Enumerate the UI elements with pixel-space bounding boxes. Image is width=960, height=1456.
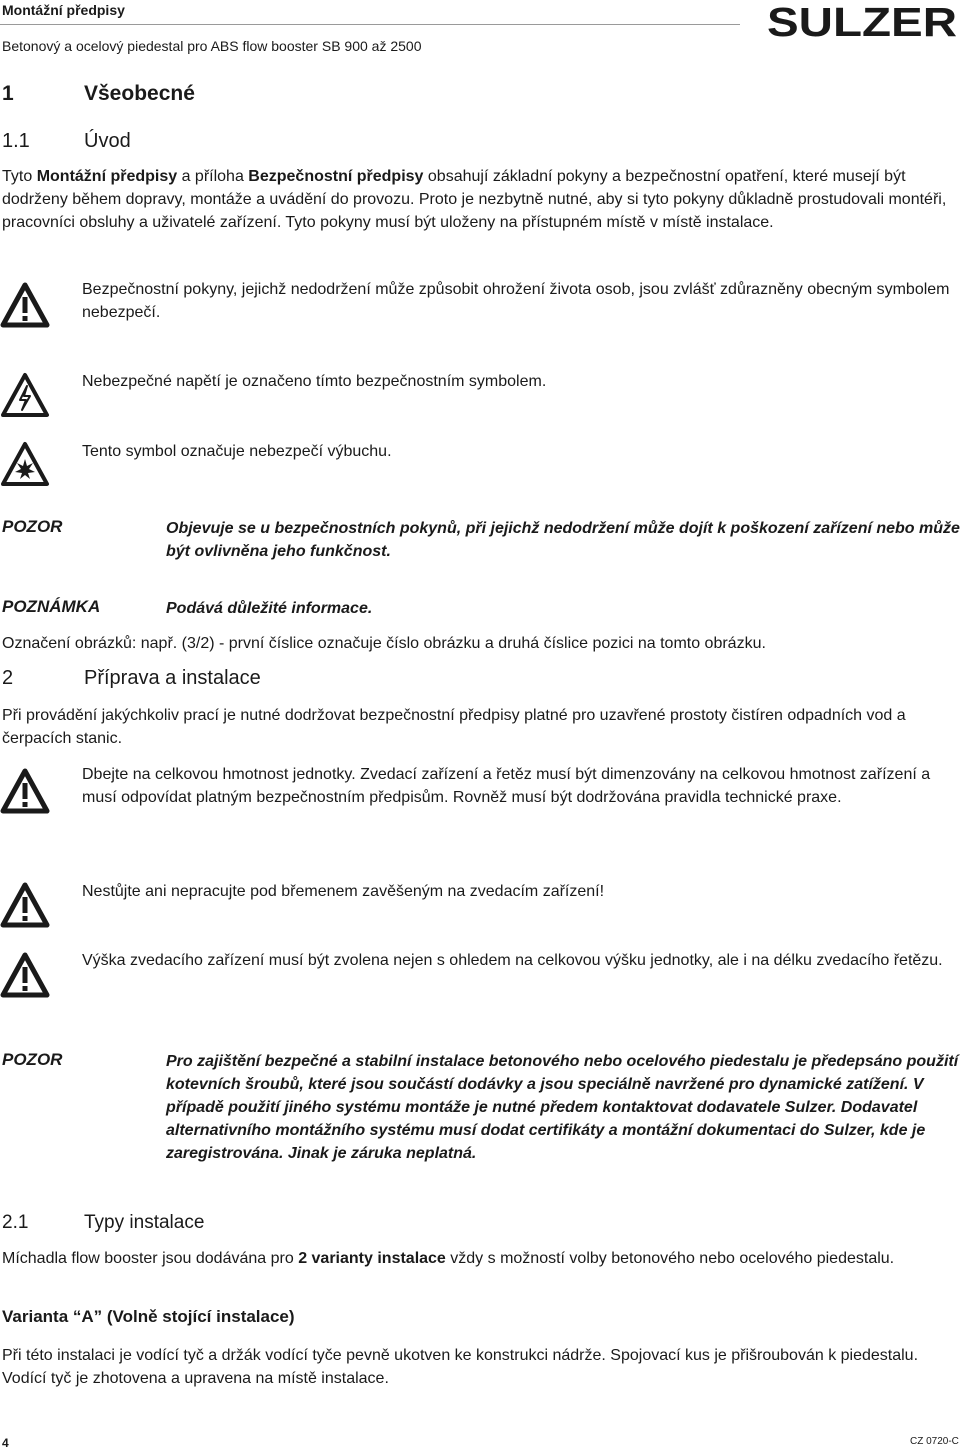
caution-text: Objevuje se u bezpečnostních pokynů, při jejichž nedodržení může dojít k poškození zařízení nebo může být ovlivněna jeho funkčnost. <box>166 520 960 560</box>
section-title: Úvod <box>84 130 131 152</box>
warning-height-text: Výška zvedacího zařízení musí být zvolena nejen s ohledem na celkovou výšku jednotky, ale i na délku zvedacího řetězu. <box>82 952 943 969</box>
document-subtitle: Betonový a ocelový piedestal pro ABS flow booster SB 900 až 2500 <box>2 38 422 54</box>
warning-weight-text: Dbejte na celkovou hmotnost jednotky. Zvedací zařízení a řetěz musí být dimenzovány na celkovou hmotnost zařízení a musí odpovídat platným bezpečnostním předpisům. Rovněž musí být dodržována pravidla technické praxe. <box>82 766 931 806</box>
document-code: CZ 0720-C <box>910 1436 959 1447</box>
warning-general-text: Bezpečnostní pokyny, jejichž nedodržení může způsobit ohrožení života osob, jsou zvlášť zdůrazněny obecným symbolem nebezpečí. <box>82 281 950 321</box>
section-1-1-heading <box>2 130 131 153</box>
section-1-heading <box>2 82 195 106</box>
caution-anchor-text: Pro zajištění bezpečné a stabilní instalace betonového nebo ocelového piedestalu je předepsáno použití kotevních šroubů, které jsou součástí dodávky a jsou speciálně navržené pro dynamické zatížení. V případě použití jiného systému montáže je nutné předem kontaktovat dodavatele Sulzer. Dodavatel alternativního montážního systému musí dodat certifikáty a montážní dokumentaci do Sulzer, kde je zaregistrována. Jinak je záruka neplatná. <box>166 1053 959 1162</box>
section-title: Příprava a instalace <box>84 667 261 689</box>
section-number: 2 <box>2 667 14 689</box>
section-number: 1 <box>2 82 14 105</box>
warning-triangle-icon <box>0 768 50 814</box>
section-2-heading <box>2 667 261 690</box>
caution-label: POZOR <box>2 1050 63 1069</box>
header-rule <box>0 24 740 25</box>
warning-voltage-text: Nebezpečné napětí je označeno tímto bezpečnostním symbolem. <box>82 373 547 390</box>
caution-label: POZOR <box>2 517 63 536</box>
intro-paragraph: Tyto Montážní předpisy a příloha Bezpečnostní předpisy obsahují základní pokyny a bezpečnostní opatření, které musejí být dodrženy během dopravy, montáže a uvádění do provozu. Proto je nezbytně nutné, aby si tyto pokyny důkladně prostudovali montéři, pracovníci obsluhy a uživatelé zařízení. Tyto pokyny musí být uloženy na přístupném místě v místě instalace. <box>2 168 947 231</box>
warning-load-text: Nestůjte ani nepracujte pod břemenem zavěšeným na zvedacím zařízení! <box>82 883 605 900</box>
section-2-intro: Při provádění jakýchkoliv prací je nutné dodržovat bezpečnostní předpisy platné pro uzavřené prostoty čistíren odpadních vod a čerpacích stanic. <box>2 707 906 747</box>
variant-a-text: Při této instalaci je vodící tyč a držák vodící tyče pevně ukotven ke konstrukci nádrže. Spojovací kus je přišroubován k piedestalu. Vodící tyč je zhotovena a upravena na místě instalace. <box>2 1347 919 1387</box>
note-text: Podává důležité informace. <box>166 600 373 617</box>
note-label: POZNÁMKA <box>2 597 101 616</box>
section-number: 2.1 <box>2 1212 29 1233</box>
section-number: 1.1 <box>2 130 30 152</box>
warning-triangle-icon <box>0 882 50 928</box>
section-2-1-heading <box>2 1212 204 1234</box>
high-voltage-icon <box>0 372 50 418</box>
document-title: Montážní předpisy <box>2 2 125 18</box>
sulzer-logo <box>766 2 958 40</box>
warning-triangle-icon <box>0 282 50 328</box>
warning-explosion-text: Tento symbol označuje nebezpečí výbuchu. <box>82 443 392 460</box>
variant-a-heading: Varianta “A” (Volně stojící instalace) <box>2 1307 295 1326</box>
figure-reference-note: Označení obrázků: např. (3/2) - první číslice označuje číslo obrázku a druhá číslice pozici na tomto obrázku. <box>2 635 766 652</box>
warning-triangle-icon <box>0 952 50 998</box>
section-title: Typy instalace <box>84 1212 205 1233</box>
installation-types-text: Míchadla flow booster jsou dodávána pro 2 varianty instalace vždy s možností volby betonového nebo ocelového piedestalu. <box>2 1250 895 1267</box>
page-number: 4 <box>2 1436 9 1450</box>
svg-text:SULZER: SULZER <box>767 2 957 40</box>
explosion-icon <box>0 441 50 487</box>
section-title: Všeobecné <box>84 82 195 105</box>
